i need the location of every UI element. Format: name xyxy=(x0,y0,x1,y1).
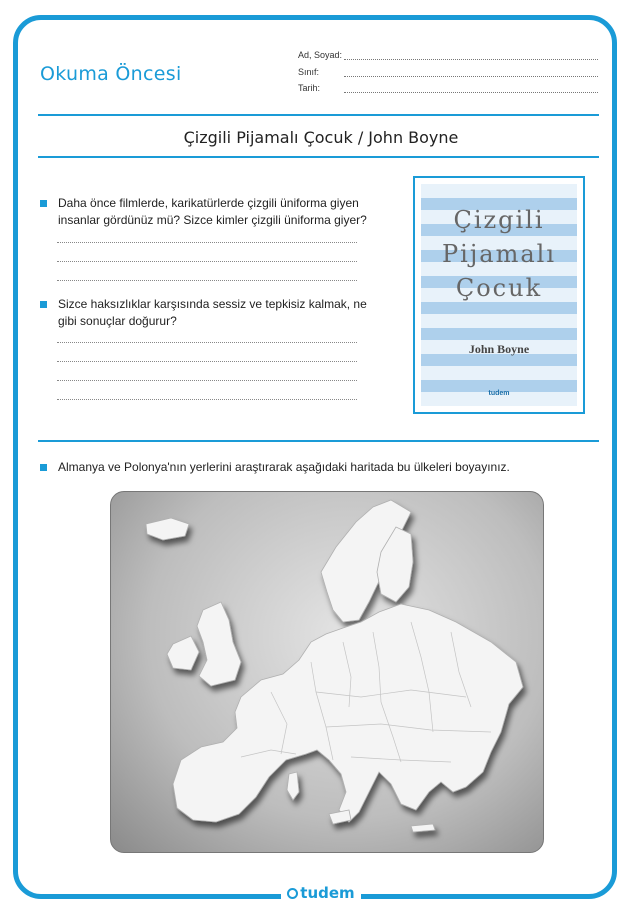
answer-line[interactable] xyxy=(57,399,357,400)
tudem-logo-icon xyxy=(287,888,298,899)
class-label: Sınıf: xyxy=(298,67,320,77)
great-britain-shape xyxy=(197,602,241,686)
date-line xyxy=(344,92,598,93)
footer xyxy=(0,884,642,903)
cover-title-line: Çocuk xyxy=(455,274,543,302)
book-cover xyxy=(413,176,585,414)
answer-line[interactable] xyxy=(57,261,357,262)
answer-line[interactable] xyxy=(57,380,357,381)
iceland-shape xyxy=(146,518,189,540)
cover-publisher: tudem xyxy=(488,390,510,397)
question-text: Daha önce filmlerde, karikatürlerde çizgili üniforma giyen insanlar gördünüz mü? Sizce kimler çizgili üniforma giyer? xyxy=(58,196,367,227)
section-title: Okuma Öncesi xyxy=(40,63,182,85)
bullet-icon xyxy=(40,464,47,471)
crete-shape xyxy=(411,824,435,832)
answer-line[interactable] xyxy=(57,280,357,281)
question-1 xyxy=(40,195,370,229)
sicily-shape xyxy=(329,810,351,824)
divider xyxy=(38,114,599,116)
cover-author: John Boyne xyxy=(468,342,530,356)
name-field[interactable] xyxy=(298,50,598,62)
book-cover-image xyxy=(421,184,577,406)
bullet-icon xyxy=(40,200,47,207)
footer-brand: tudem xyxy=(300,884,355,902)
date-field[interactable] xyxy=(298,83,598,95)
footer-logo xyxy=(281,884,360,902)
answer-line[interactable] xyxy=(57,242,357,243)
map-instruction xyxy=(40,460,510,474)
class-line xyxy=(344,76,598,77)
instruction-text: Almanya ve Polonya'nın yerlerini araştırarak aşağıdaki haritada bu ülkeleri boyayınız. xyxy=(58,460,510,474)
cover-title-line: Çizgili xyxy=(453,206,545,234)
name-line xyxy=(344,59,598,60)
book-title: Çizgili Pijamalı Çocuk / John Boyne xyxy=(183,128,459,147)
cover-title-line: Pijamalı xyxy=(442,240,556,268)
date-label: Tarih: xyxy=(298,83,321,93)
class-field[interactable] xyxy=(298,67,598,79)
question-text: Sizce haksızlıklar karşısında sessiz ve tepkisiz kalmak, ne gibi sonuçlar doğurur? xyxy=(58,297,367,328)
europe-map[interactable] xyxy=(110,491,544,853)
europe-map-graphic xyxy=(111,492,543,852)
ireland-shape xyxy=(167,636,199,670)
answer-line[interactable] xyxy=(57,361,357,362)
answer-line[interactable] xyxy=(57,342,357,343)
question-2 xyxy=(40,296,370,330)
divider xyxy=(38,440,599,442)
name-label: Ad, Soyad: xyxy=(298,50,343,60)
divider xyxy=(38,156,599,158)
sardinia-shape xyxy=(287,772,299,800)
bullet-icon xyxy=(40,301,47,308)
